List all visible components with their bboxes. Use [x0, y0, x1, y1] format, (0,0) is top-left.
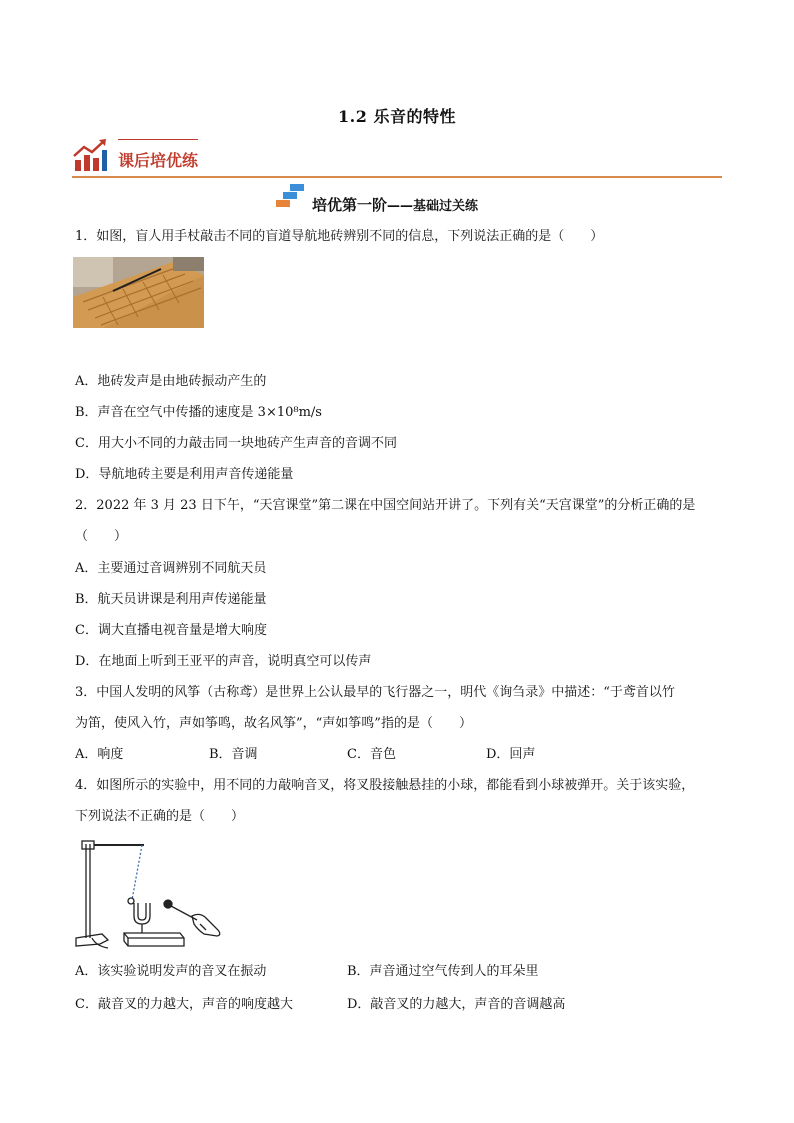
q4-stem-line2: 下列说法不正确的是（ ）: [75, 809, 245, 824]
steps-icon: [276, 184, 308, 208]
q3-option-a: A．响度: [75, 747, 124, 762]
q2-option-b: B．航天员讲课是利用声传递能量: [75, 592, 267, 607]
tactile-paving-photo: [73, 257, 204, 328]
q2-stem-line1: 2．2022 年 3 月 23 日下午，“天宫课堂”第二课在中国空间站开讲了。下列有关“天宫课堂”的分析正确的是: [75, 498, 696, 513]
q3-option-d: D．回声: [486, 747, 536, 762]
q2-option-a: A．主要通过音调辨别不同航天员: [75, 561, 267, 576]
q1-stem: 1．如图，盲人用手杖敲击不同的盲道导航地砖辨别不同的信息，下列说法正确的是（ ）: [75, 229, 604, 244]
q4-option-a: A．该实验说明发声的音叉在振动: [75, 964, 267, 979]
q4-stem-line1: 4．如图所示的实验中，用不同的力敲响音叉，将叉股接触悬挂的小球，都能看到小球被弹开。关于该实验，: [75, 778, 695, 793]
q3-option-b: B．音调: [209, 747, 258, 762]
tier-heading: [312, 194, 478, 215]
tier-title: 培优第一阶: [312, 196, 388, 214]
q2-option-d: D．在地面上听到王亚平的声音，说明真空可以传声: [75, 654, 372, 669]
q1-option-c: C．用大小不同的力敲击同一块地砖产生声音的音调不同: [75, 436, 397, 451]
q4-option-d: D．敲音叉的力越大，声音的音调越高: [347, 997, 566, 1012]
q4-option-b: B．声音通过空气传到人的耳朵里: [347, 964, 539, 979]
q4-option-c: C．敲音叉的力越大，声音的响度越大: [75, 997, 293, 1012]
q1-option-d: D．导航地砖主要是利用声音传递能量: [75, 467, 294, 482]
q2-option-c: C．调大直播电视音量是增大响度: [75, 623, 267, 638]
tier-subtitle: ——基础过关练: [387, 199, 479, 214]
q1-option-b: B．声音在空气中传播的速度是 3×10⁸m/s: [75, 405, 322, 420]
tuning-fork-apparatus-diagram: [72, 838, 227, 953]
page-title: 1.2 乐音的特性: [338, 107, 456, 126]
section-title-overline: [118, 139, 198, 140]
section-title: 课后培优练: [118, 151, 199, 170]
q3-option-c: C．音色: [347, 747, 396, 762]
q2-stem-line2: （ ）: [75, 529, 128, 544]
q1-option-a: A．地砖发声是由地砖振动产生的: [75, 374, 267, 389]
section-divider: [72, 176, 722, 178]
q3-stem-line1: 3．中国人发明的风筝（古称鸢）是世界上公认最早的飞行器之一，明代《询刍录》中描述：“于鸢首以竹: [75, 685, 675, 700]
q3-stem-line2: 为笛，使风入竹，声如筝鸣，故名风筝”，“声如筝鸣”指的是（ ）: [75, 716, 472, 731]
rising-chart-icon: [72, 138, 108, 172]
